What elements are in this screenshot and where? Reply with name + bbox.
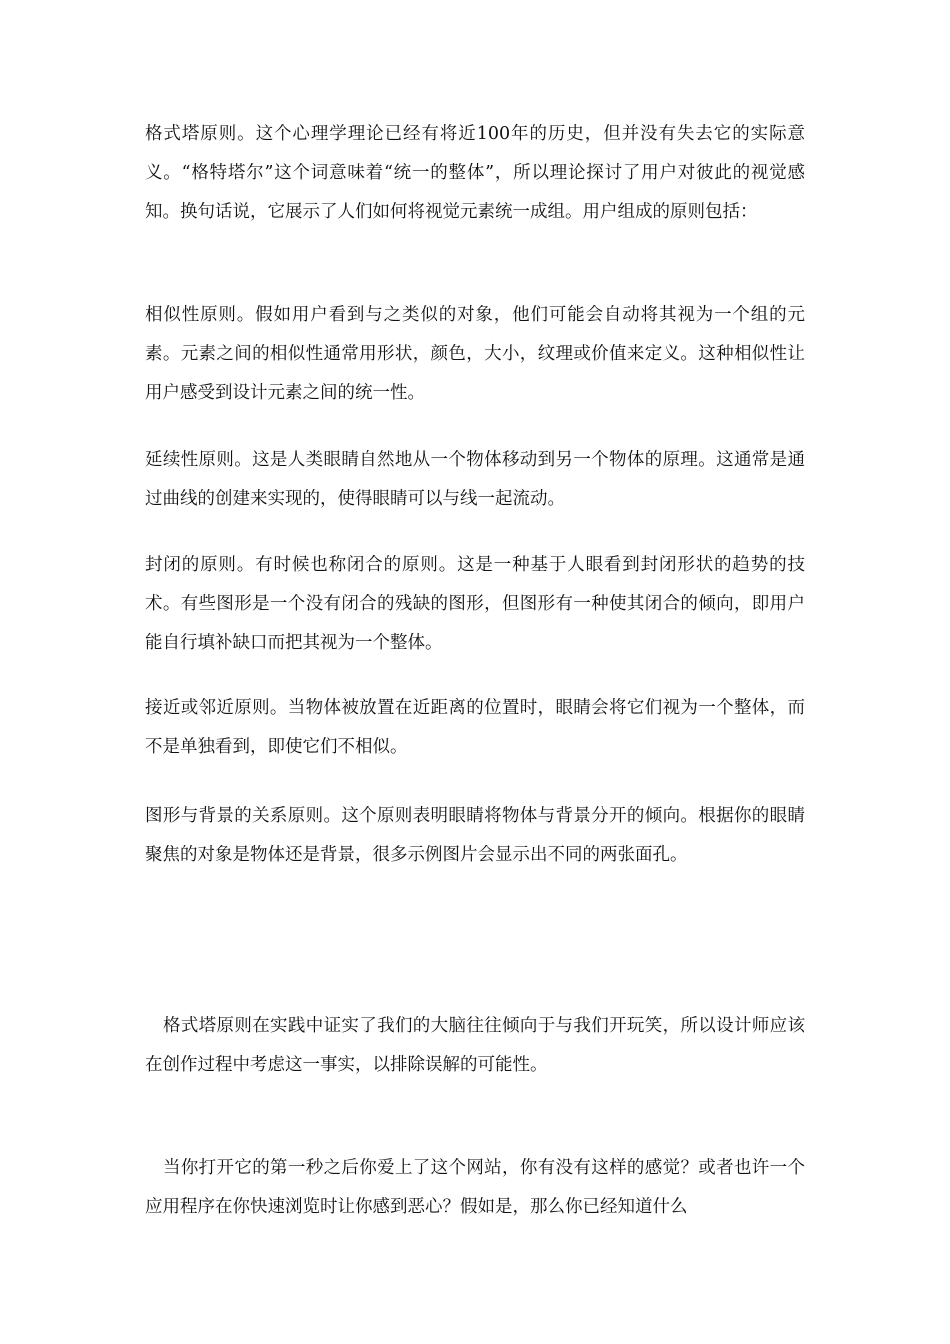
paragraph-continuity: 延续性原则。这是人类眼睛自然地从一个物体移动到另一个物体的原理。这通常是通过曲线的创建来实现的，使得眼睛可以与线一起流动。 <box>145 450 805 509</box>
paragraph-gestalt-practice: 格式塔原则在实践中证实了我们的大脑往往倾向于与我们开玩笑，所以设计师应该在创作过程中考虑这一事实，以排除误解的可能性。 <box>145 1016 805 1075</box>
paragraph-figure-ground: 图形与背景的关系原则。这个原则表明眼睛将物体与背景分开的倾向。根据你的眼睛聚焦的对象是物体还是背景，很多示例图片会显示出不同的两张面孔。 <box>145 806 805 865</box>
paragraph-proximity: 接近或邻近原则。当物体被放置在近距离的位置时，眼睛会将它们视为一个整体，而不是单独看到，即使它们不相似。 <box>145 698 805 757</box>
paragraph-first-impression: 当你打开它的第一秒之后你爱上了这个网站，你有没有这样的感觉？或者也许一个应用程序在你快速浏览时让你感到恶心？假如是，那么你已经知道什么 <box>145 1158 805 1217</box>
paragraph-similarity: 相似性原则。假如用户看到与之类似的对象，他们可能会自动将其视为一个组的元素。元素之间的相似性通常用形状，颜色，大小，纹理或价值来定义。这种相似性让用户感受到设计元素之间的统一性。 <box>145 305 805 403</box>
paragraph-gestalt-intro: 格式塔原则。这个心理学理论已经有将近100年的历史，但并没有失去它的实际意义。“格特塔尔”这个词意味着“统一的整体”，所以理论探讨了用户对彼此的视觉感知。换句话说，它展示了人们如何将视觉元素统一成组。用户组成的原则包括： <box>145 124 805 222</box>
paragraph-closure: 封闭的原则。有时候也称闭合的原则。这是一种基于人眼看到封闭形状的趋势的技术。有些图形是一个没有闭合的残缺的图形，但图形有一种使其闭合的倾向，即用户能自行填补缺口而把其视为一个整体。 <box>145 555 805 653</box>
